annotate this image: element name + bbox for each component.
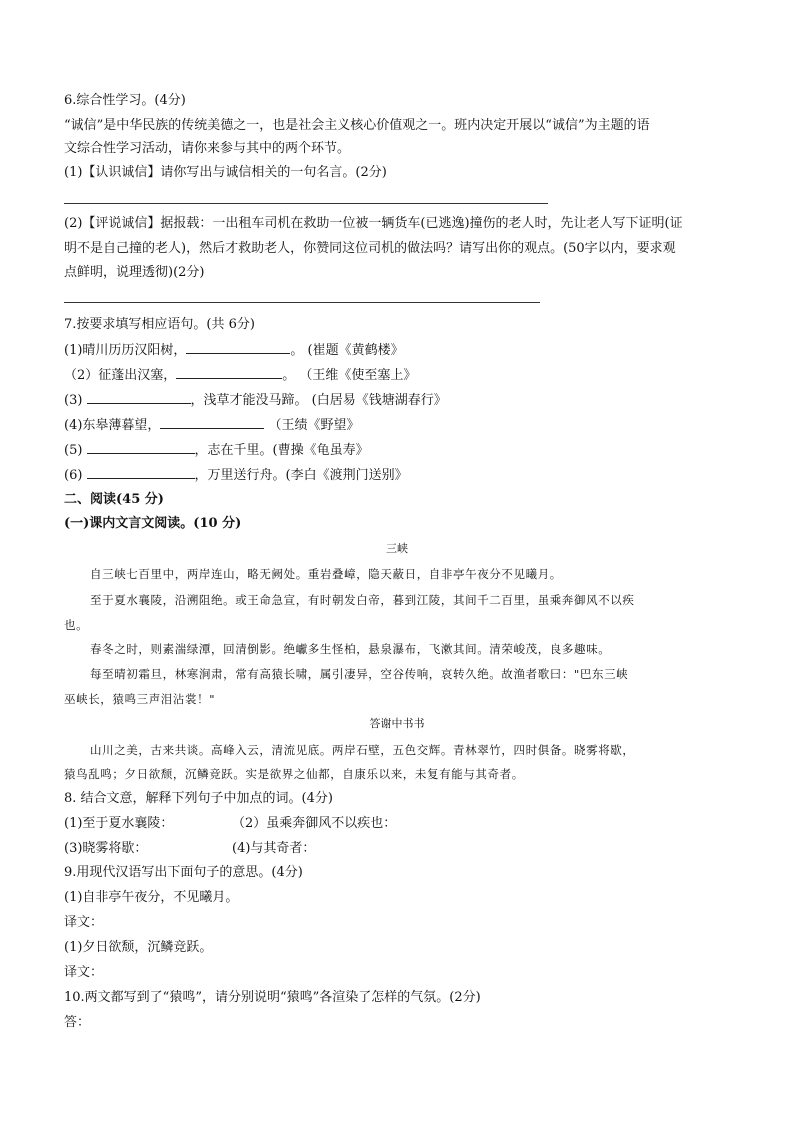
q9-title: 9.用现代汉语写出下面句子的意思。(4分) <box>64 865 303 880</box>
q7-item-6: (6) ，万里送行舟。(李白《渡荆门送别》 <box>64 468 408 483</box>
q10-title: 10.两文都写到了“猿鸣”，请分别说明“猿鸣”各渲染了怎样的气氛。(2分) <box>64 990 481 1005</box>
q9-sentence-2: (1)夕日欲颓，沉鳞竞跃。 <box>64 940 213 955</box>
q6-part2-line1: (2)【评说诚信】据报载：一出租车司机在救助一位被一辆货车(已逃逸)撞伤的老人时，先让老人写下证明(证 <box>64 216 683 231</box>
q8-item-4: (4)与其奇者： <box>232 841 316 856</box>
q7-item-2: （2）征蓬出汉塞， 。 （王维《使至塞上》 <box>64 368 417 383</box>
q7-item-4: (4)东皋薄暮望， （王绩《野望》 <box>64 418 360 433</box>
q6-part2-line2: 明不是自己撞的老人)，然后才救助老人，你赞同这位司机的做法吗？请写出你的观点。(50字以内，要求观 <box>64 241 676 256</box>
q6-intro-line2: 文综合性学习活动，请你来参与其中的两个环节。 <box>64 141 351 156</box>
q10-answer-label: 答： <box>64 1015 91 1030</box>
q7-item-5: (5) ，志在千里。(曹操《龟虽寿》 <box>64 443 369 458</box>
q8-item-2: （2）虽乘奔御风不以疾也： <box>232 816 397 831</box>
q7-item-1: (1)晴川历历汉阳树， 。 (崔题《黄鹤楼》 <box>64 343 404 358</box>
q9-sentence-1: (1)自非亭午夜分，不见曦月。 <box>64 890 239 905</box>
q8-item-1: (1)至于夏水襄陵： <box>64 816 174 831</box>
section2-sub1: (一)课内文言文阅读。(10 分) <box>64 516 242 531</box>
q7-title: 7.按要求填写相应语句。(共 6分) <box>64 317 255 332</box>
q8-item-3: (3)晓雾将歇： <box>64 841 148 856</box>
text1-paragraph-3: 春冬之时，则素湍绿潭，回清倒影。绝巘多生怪柏，悬泉瀑布，飞漱其间。清荣峻茂，良多趣味。 <box>90 642 611 656</box>
text1-title: 三峡 <box>386 542 408 555</box>
section2-title: 二、阅读(45 分) <box>64 492 164 507</box>
q8-title: 8. 结合文意，解释下列句子中加点的词。(4分) <box>64 791 333 806</box>
text2-title: 答谢中书书 <box>369 717 425 730</box>
text1-paragraph-4b: 巫峡长，猿鸣三声泪沾裳！" <box>64 692 216 706</box>
q6-title: 6.综合性学习。(4分) <box>64 93 186 108</box>
text1-paragraph-2b: 也。 <box>64 618 89 632</box>
text1-paragraph-4a: 每至晴初霜旦，林寒涧肃，常有高猿长啸，属引凄异，空谷传响，哀转久绝。故渔者歌曰："巴东三峡 <box>90 667 629 681</box>
text2-paragraph-1a: 山川之美，古来共谈。高峰入云，清流见底。两岸石壁，五色交辉。青林翠竹，四时俱备。晓雾将歇， <box>90 743 635 757</box>
q9-translation-1-label: 译文： <box>64 915 104 930</box>
q7-item-3: (3) ，浅草才能没马蹄。 (白居易《钱塘湖春行》 <box>64 393 447 408</box>
q6-part2-line3: 点鲜明，说理透彻)(2分) <box>64 265 205 280</box>
q6-part1: (1)【认识诚信】请你写出与诚信相关的一句名言。(2分) <box>64 165 387 180</box>
text1-paragraph-2a: 至于夏水襄陵，沿溯阻绝。或王命急宣，有时朝发白帝，暮到江陵，其间千二百里，虽乘奔御风不以疾 <box>90 593 635 607</box>
q6-part2-answer-line <box>64 302 540 303</box>
q6-part1-answer-line <box>64 203 548 204</box>
text2-paragraph-1b: 猿鸟乱鸣；夕日欲颓，沉鳞竞跃。实是欲界之仙都，自康乐以来，未复有能与其奇者。 <box>64 767 524 781</box>
text1-paragraph-1: 自三峡七百里中，两岸连山，略无阙处。重岩叠嶂，隐天蔽日，自非亭午夜分不见曦月。 <box>90 567 562 581</box>
q6-intro-line1: “诚信”是中华民族的传统美德之一，也是社会主义核心价值观之一。班内决定开展以“诚信”为主题的语 <box>64 118 650 133</box>
q9-translation-2-label: 译文： <box>64 965 104 980</box>
